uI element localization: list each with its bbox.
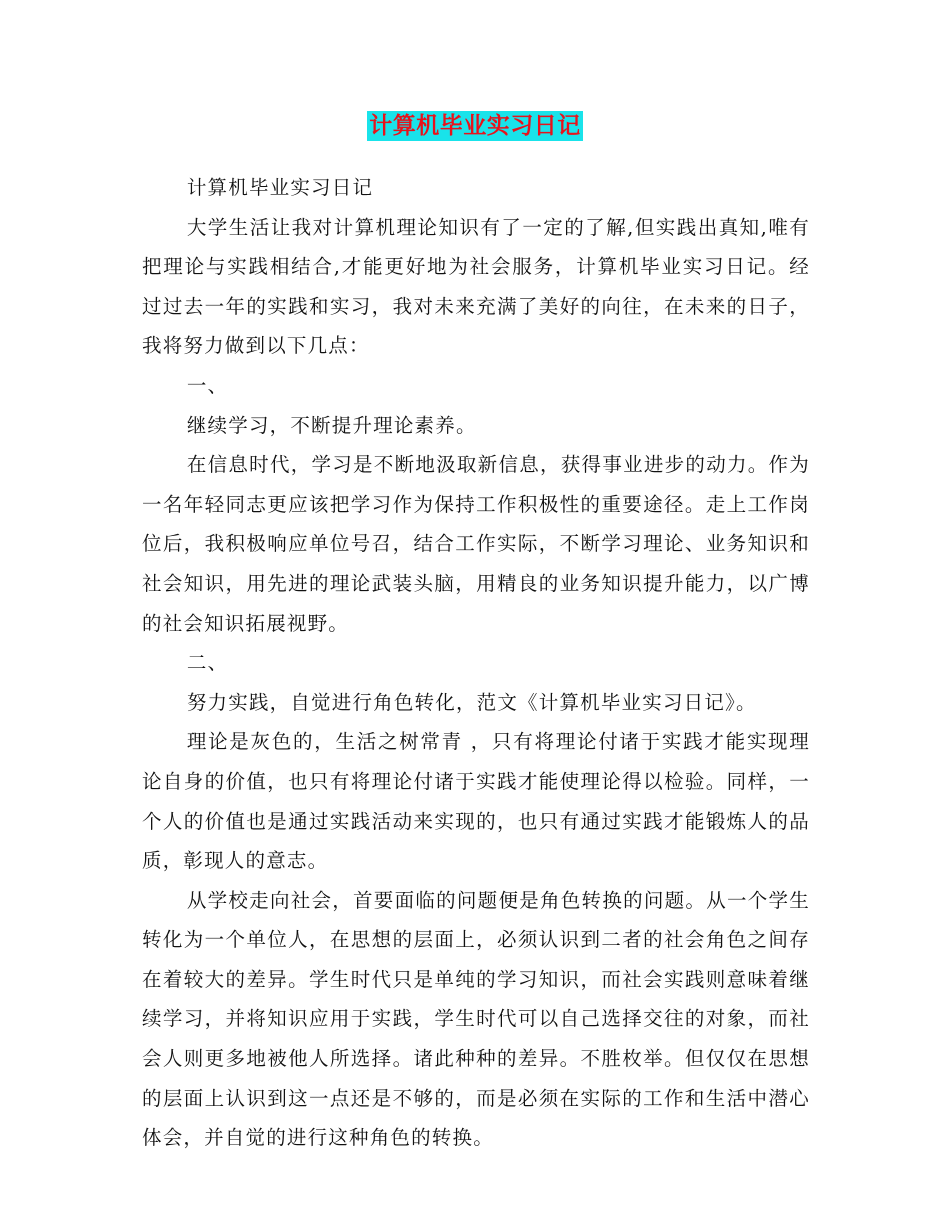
section-number-one: 一、 [186,373,229,397]
document-body [142,168,810,1158]
paragraph-subtitle: 计算机毕业实习日记 [186,176,374,199]
section-heading-two: 努力实践，自觉进行角色转化，范文《计算机毕业实习日记》。 [186,690,757,714]
paragraph-intro: 大学生活让我对计算机理论知识有了一定的了解,但实践出真知,唯有把理论与实践相结合,才能更好地为社会服务，计算机毕业实习日记。经过过去一年的实践和实习，我对未来充满了美好的向往，在未来的日子，我将努力做到以下几点： [142,215,810,358]
section-heading-one: 继续学习，不断提升理论素养。 [186,413,477,437]
title-container [0,111,950,141]
section-number-two: 二、 [186,651,229,675]
paragraph-theory: 理论是灰色的，生活之树常青 ，只有将理论付诸于实践才能实现理论自身的价值，也只有将理论付诸于实践才能使理论得以检验。同样，一个人的价值也是通过实践活动来实现的，也只有通过实践才能锻炼人的品质，彰现人的意志。 [142,730,810,873]
paragraph-learning: 在信息时代，学习是不断地汲取新信息，获得事业进步的动力。作为一名年轻同志更应该把学习作为保持工作积极性的重要途径。走上工作岗位后，我积极响应单位号召，结合工作实际，不断学习理论、业务知识和社会知识，用先进的理论武装头脑，用精良的业务知识提升能力，以广博的社会知识拓展视野。 [142,453,810,635]
document-title: 计算机毕业实习日记 [369,113,581,139]
paragraph-role-change: 从学校走向社会，首要面临的问题便是角色转换的问题。从一个学生转化为一个单位人，在思想的层面上，必须认识到二者的社会角色之间存在着较大的差异。学生时代只是单纯的学习知识，而社会实践则意味着继续学习，并将知识应用于实践，学生时代可以自己选择交往的对象，而社会人则更多地被他人所选择。诸此种种的差异。不胜枚举。但仅仅在思想的层面上认识到这一点还是不够的，而是必须在实际的工作和生活中潜心体会，并自觉的进行这种角色的转换。 [142,888,810,1150]
